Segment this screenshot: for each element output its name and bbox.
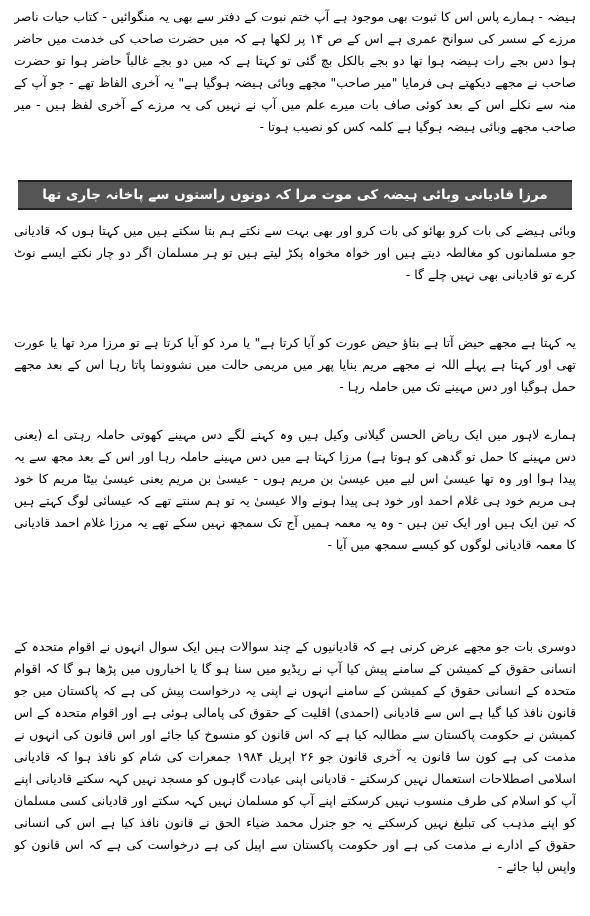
paragraph-gap bbox=[14, 626, 576, 636]
paragraph-1-text: ہیضہ - ہمارے پاس اس کا ثبوت بھی موجود ہے آپ ختم نبوت کے دفتر سے بھی یہ منگوائیں - کتاب حیات ناصر مرزے کے سسر کی سوانح عمری ہے اس کے ص ۱۴ پر لکھا ہے کہ میں حضرت صاحب کی خدمت میں حاضر ہوا دس بجے رات ہیضہ ہوا تھا دو بجے بالکل بچ گئی تو کہتا ہے کہ میں دو بجے غالباً حاضر ہوا تو حضرت صاحب نے مجھے دیکھتے ہی فرمایا "میر صاحب" مجھے وبائی ہیضہ ہوگیا ہے" یہ آخری الفاظ تھے - جو آپ کے منہ سے نکلے اس کے بعد کوئی صاف بات میرے علم میں آپ نے نہیں کی یہ مرزے کے آخری لفظ ہیں - میر صاحب مجھے وبائی ہیضہ ہوگیا ہے کلمہ کس کو نصیب ہوتا - bbox=[14, 9, 576, 134]
paragraph-4-text: ہمارے لاہور میں ایک ریاض الحسن گیلانی وکیل ہیں وہ کہنے لگے دس مہینے کھوتی حاملہ رہتی اے (یعنی دس مہینے کا حمل تو گدھی کو ہوتا ہے) مرزا کہتا ہے میں دس مہینے حاملہ رہا اور اس کے بعد مجھ سے یہ پیدا ہوا اور وہ تھا عیسیٰ اس لیے میں عیسیٰ بن مریم ہوں - عیسیٰ بن مریم یعنی عیسیٰ بیٹا مریم کا خود ہی مریم خود ہی غلام احمد اور خود ہی پیدا ہونے والا عیسیٰ یہ تو ہم سنتے تھے کہ عیسائی لوگ کہتے ہیں کہ تین ایک ہیں اور ایک تین ہیں - وہ یہ معمہ ہمیں آج تک سمجھ نہیں سکے تھے یہ مرزا غلام احمد قادیانی کا معمہ قادیانی لوگوں کو کیسے سمجھ میں آیا - bbox=[14, 427, 576, 552]
paragraph-2-text: وبائی ہیضے کی بات کرو بھائو کی بات کرو اور بھی بہت سے نکتے ہم بتا سکتے ہیں میں کہتا ہوں کہ قادیانی جو مسلمانوں کو مغالطہ دیتے ہیں اور خواہ مخواہ پکڑ لیتے ہیں تو ہر مسلمان اگر دو چار نکتے ایسے نوٹ کرے تو قادیانی بھی نہیں چلے گا - bbox=[14, 223, 576, 282]
section-heading bbox=[18, 180, 572, 210]
section-heading-text: مرزا قادیانی وبائی ہیضہ کی موت مرا کہ دونوں راستوں سے پاخانہ جاری تھا bbox=[42, 187, 548, 203]
paragraph-2 bbox=[14, 220, 576, 332]
paragraph-1 bbox=[14, 6, 576, 172]
paragraph-5-text: دوسری بات جو مجھے عرض کرنی ہے کہ قادیانیوں کے چند سوالات ہیں ایک سوال انہوں نے اقوام متحدہ کے انسانی حقوق کے کمیشن کے سامنے پیش کیا آپ نے ریڈیو میں سنا ہو گا یا اخباروں میں پڑھا ہو گا کہ اقوام متحدہ کے انسانی حقوق کے کمیشن کے سامنے انہوں نے اپنی یہ درخواست پیش کی ہے کہ پاکستان میں جو قانون نافذ کیا گیا ہے اس سے قادیانی (احمدی) اقلیت کے حقوق کی پامالی ہوئی ہے اور اقوام متحدہ کے اس کمیشن نے حکومت پاکستان سے مطالبہ کیا ہے کہ اس قانون کو منسوخ کیا جائے اور اس قانون کی انہوں نے مذمت کی ہے کون سا قانون یہ آخری قانون جو ۲۶ اپریل ۱۹۸۴ جمعرات کی شام کو نافذ ہوا کہ قادیانی اسلامی اصطلاحات استعمال نہیں کرسکتے - قادیانی اپنی عبادت گاہوں کو مسجد نہیں کہہ سکتے قادیانی اپنے آپ کو اسلام کی طرف منسوب نہیں کرسکتے اپنے آپ کو مسلمان نہیں کہہ سکتے اور قادیانی کسی مسلمان کو اپنے مذہب کی تبلیغ نہیں کرسکتے یہ جو جنرل محمد ضیاء الحق نے قانون نافذ کیا ہے اس کی انسانی حقوق کے ادارے نے مذمت کی ہے اور حکومت پاکستان سے اپیل کی ہے درخواست کی ہے کہ اس قانون کو واپس لیا جائے - bbox=[14, 639, 576, 874]
paragraph-5 bbox=[14, 636, 576, 908]
paragraph-3-text: یہ کہتا ہے مجھے حیض آتا ہے بتاؤ حیض عورت کو آیا کرتا ہے" یا مرد کو آیا کرتا ہے تو مرزا مرد تھا یا عورت تھی اور کہتا ہے پہلے اللہ نے مجھے مریم بنایا پھر میں مریمی حالت میں نشوونما پاتا رہا اس کے بعد مجھے حمل ہوگیا اور دس مہینے تک میں حاملہ رہا - bbox=[14, 335, 576, 394]
paragraph-3 bbox=[14, 332, 576, 424]
paragraph-4 bbox=[14, 424, 576, 626]
